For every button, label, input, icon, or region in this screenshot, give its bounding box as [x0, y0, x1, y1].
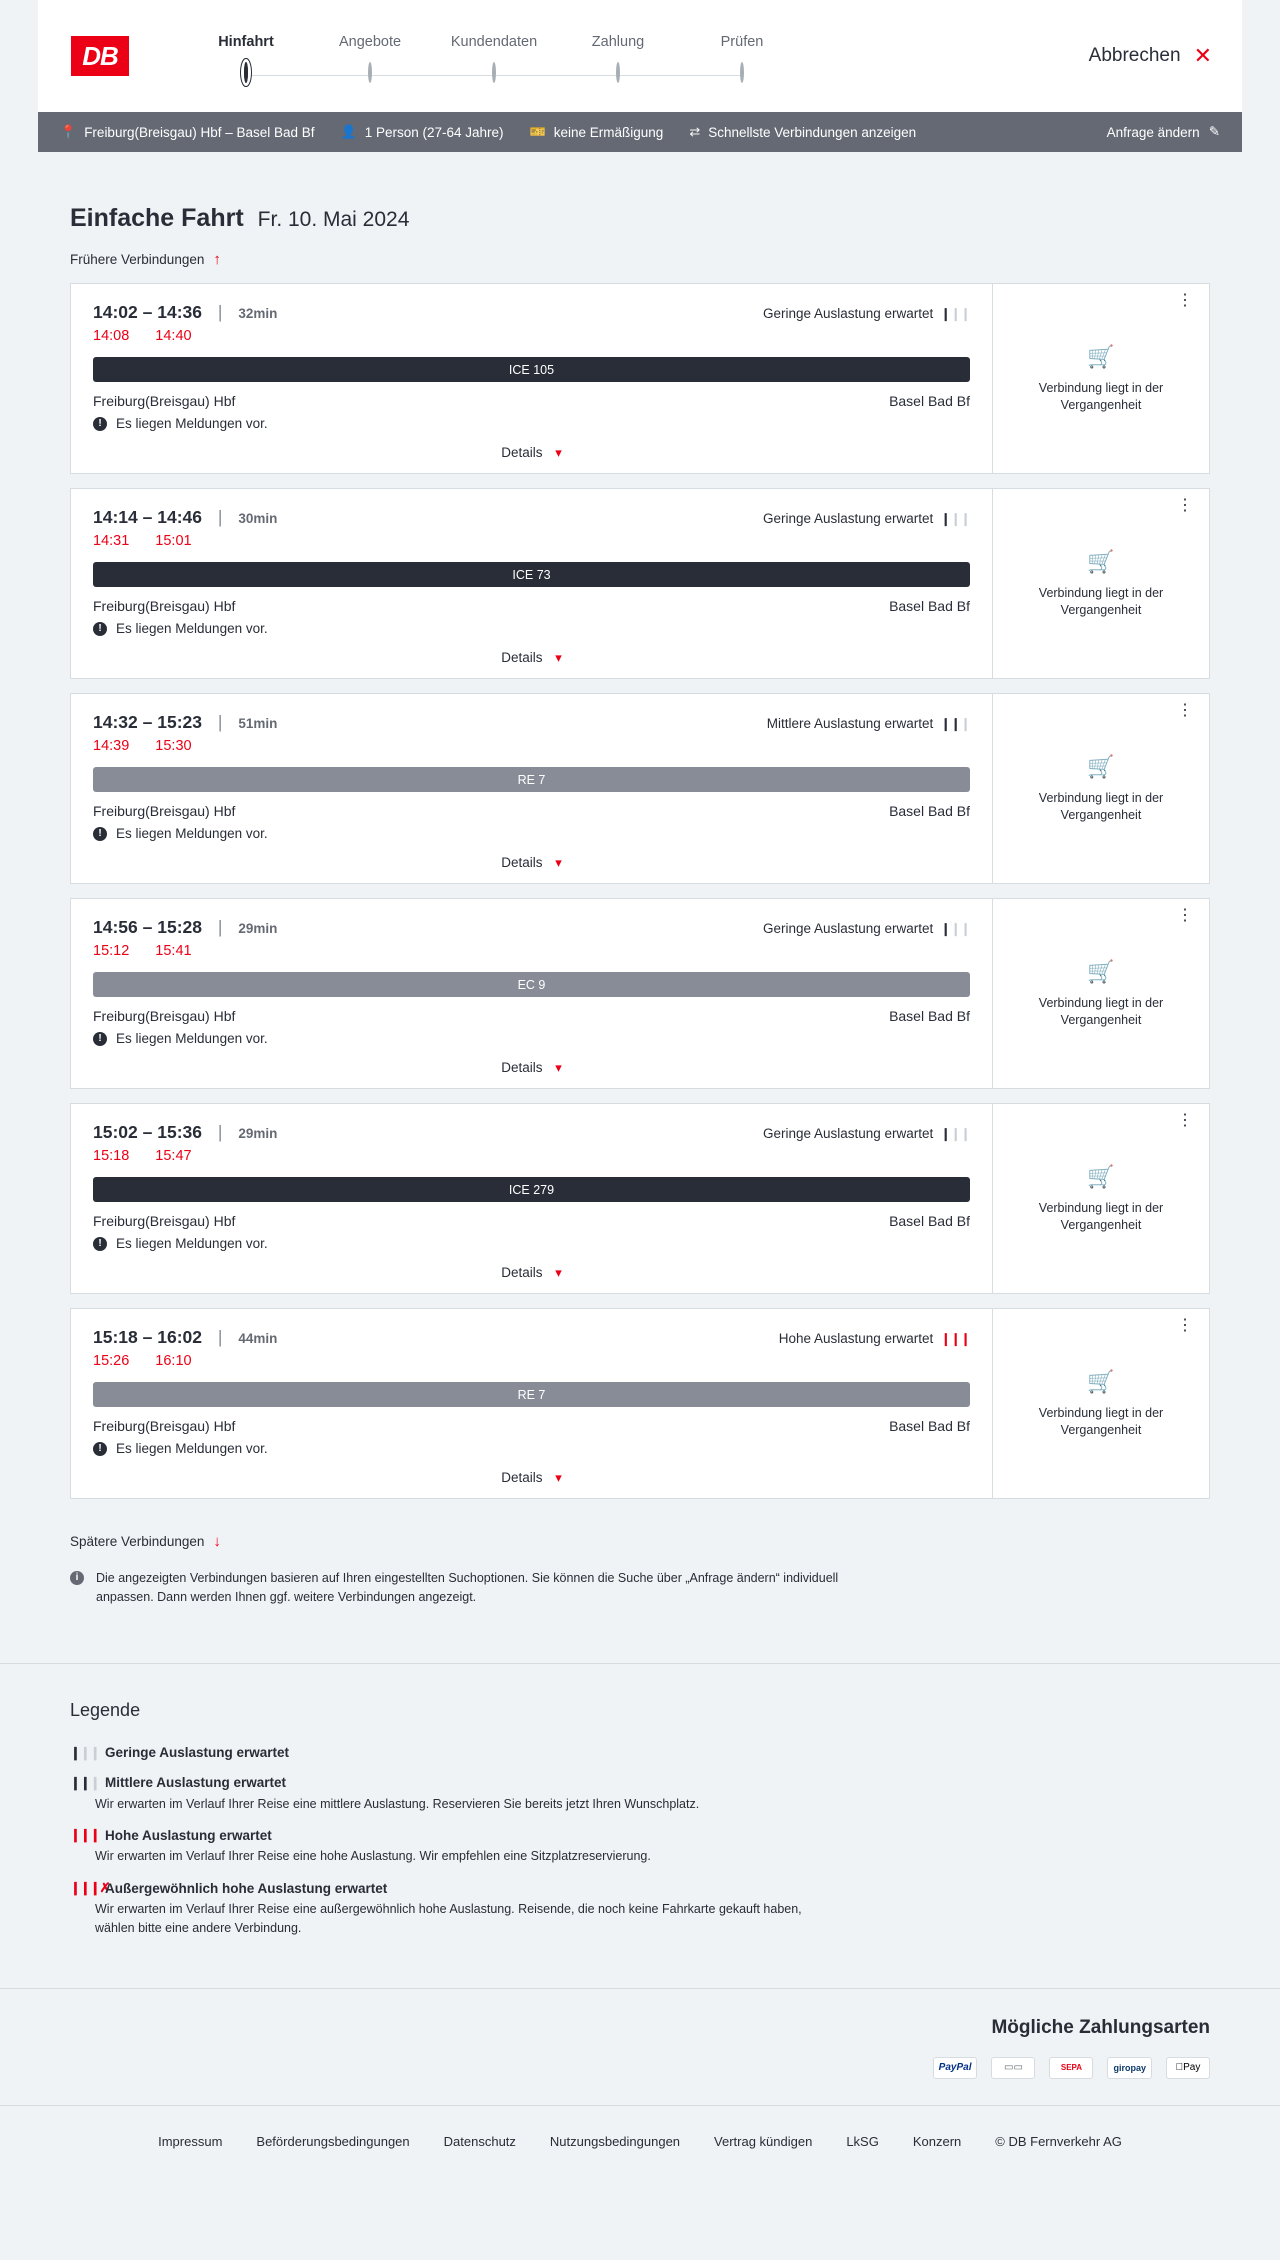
db-logo[interactable]: DB [68, 33, 132, 79]
origin-station: Freiburg(Breisgau) Hbf [93, 393, 236, 409]
time-separator: | [217, 712, 223, 732]
train-badge: RE 7 [93, 767, 970, 792]
destination-station: Basel Bad Bf [889, 393, 970, 409]
details-toggle[interactable] [93, 855, 970, 883]
arrival-time: 15:36 [157, 1122, 203, 1142]
legend-item-label: Hohe Auslastung erwartet [105, 1827, 272, 1843]
connection-time-row [93, 917, 970, 938]
time-dash: – [142, 302, 153, 322]
connection-notice-label: Es liegen Meldungen vor. [116, 1441, 268, 1456]
connection-notice[interactable] [93, 1031, 970, 1046]
connection-notice-label: Es liegen Meldungen vor. [116, 621, 268, 636]
realtime-times [93, 1353, 970, 1369]
chevron-down-icon: ▾ [555, 650, 562, 665]
realtime-arrival: 15:30 [155, 738, 192, 754]
duration: 51min [238, 716, 278, 731]
details-label: Details [501, 855, 543, 870]
search-summary-bar [38, 112, 1242, 152]
creditcard-icon: ▭▭ [991, 2057, 1035, 2079]
cart-crossed-icon: 🛒 [1087, 343, 1115, 369]
alert-icon: ! [93, 1032, 107, 1046]
summary-route-label: Freiburg(Breisgau) Hbf – Basel Bad Bf [84, 124, 315, 140]
connection-card[interactable] [70, 1308, 1210, 1499]
cart-crossed-icon: 🛒 [1087, 1163, 1115, 1189]
step-label: Zahlung [591, 34, 645, 50]
time-separator: | [217, 302, 223, 322]
details-label: Details [501, 650, 543, 665]
connection-side-panel [993, 694, 1209, 883]
duration: 29min [238, 921, 278, 936]
occupancy-label: Mittlere Auslastung erwartet [766, 716, 934, 731]
details-label: Details [501, 1470, 543, 1485]
apple-pay-icon: Pay [1166, 2057, 1210, 2079]
cancel-button[interactable] [1089, 45, 1212, 67]
details-toggle[interactable] [93, 445, 970, 473]
origin-station: Freiburg(Breisgau) Hbf [93, 598, 236, 614]
realtime-departure: 14:08 [93, 328, 130, 344]
page-title-date: Fr. 10. Mai 2024 [257, 208, 410, 231]
duration: 29min [238, 1126, 278, 1141]
later-connections-button[interactable] [70, 1533, 221, 1550]
connection-notice[interactable] [93, 826, 970, 841]
time-separator: | [217, 1327, 223, 1347]
time-dash: – [142, 917, 153, 937]
arrival-time: 14:36 [157, 302, 203, 322]
footer-link[interactable]: Vertrag kündigen [714, 2133, 813, 2149]
connection-notice-label: Es liegen Meldungen vor. [116, 416, 268, 431]
occupancy-indicator: Geringe Auslastung erwartet ❙❙❙ [762, 305, 970, 321]
destination-station: Basel Bad Bf [889, 1008, 970, 1024]
realtime-arrival: 16:10 [155, 1353, 192, 1369]
legend-item-head: ❙❙❙ Hohe Auslastung erwartet [70, 1827, 272, 1843]
details-toggle[interactable] [93, 1470, 970, 1498]
destination-station: Basel Bad Bf [889, 803, 970, 819]
summary-passengers-label: 1 Person (27-64 Jahre) [364, 124, 504, 140]
search-hint-text: Die angezeigten Verbindungen basieren auf Ihren eingestellten Suchoptionen. Sie können die Suche über „Anfrage ändern“ individuell anpassen. Dann werden Ihnen ggf. weitere Verbindungen angezeigt. [96, 1571, 839, 1604]
alert-icon: ! [93, 1442, 107, 1456]
location-pin-icon: 📍 [60, 124, 77, 139]
legend-item [70, 1745, 1210, 1761]
step-dot-icon [616, 62, 620, 83]
payment-methods-title: Mögliche Zahlungsarten [991, 2016, 1210, 2038]
realtime-departure: 15:12 [93, 943, 130, 959]
chevron-down-icon: ▾ [555, 1265, 562, 1280]
step-label: Angebote [338, 34, 402, 50]
connection-notice[interactable] [93, 1236, 970, 1251]
connection-details [71, 489, 993, 678]
change-request-button[interactable] [1107, 124, 1220, 140]
alert-icon: ! [93, 417, 107, 431]
connection-side-panel [993, 284, 1209, 473]
footer-link[interactable]: Konzern [912, 2133, 962, 2149]
connection-time-row [93, 712, 970, 733]
time-dash: – [142, 507, 153, 527]
realtime-arrival: 15:47 [155, 1148, 192, 1164]
legend-items [70, 1745, 1210, 1938]
chevron-down-icon: ▾ [555, 1060, 562, 1075]
step-label: Prüfen [720, 34, 764, 50]
page-title-heading: Einfache Fahrt [70, 204, 244, 232]
earlier-connections-button[interactable] [70, 251, 221, 268]
legend-item-label: Außergewöhnlich hohe Auslastung erwartet [105, 1880, 388, 1896]
giropay-icon: giropay [1107, 2057, 1152, 2079]
legend-item-label: Geringe Auslastung erwartet [105, 1745, 290, 1760]
origin-station: Freiburg(Breisgau) Hbf [93, 803, 236, 819]
arrival-time: 14:46 [157, 507, 203, 527]
connection-details [71, 284, 993, 473]
departure-time: 14:32 [93, 712, 138, 732]
departure-time: 15:18 [93, 1327, 138, 1347]
alert-icon: ! [93, 1237, 107, 1251]
footer-link[interactable]: Nutzungsbedingungen [549, 2133, 681, 2149]
time-dash: – [142, 1122, 153, 1142]
connection-time-row [93, 1327, 970, 1348]
destination-station: Basel Bad Bf [889, 1418, 970, 1434]
alert-icon: ! [93, 622, 107, 636]
destination-station: Basel Bad Bf [889, 1213, 970, 1229]
payment-icons [70, 2057, 1210, 2079]
connection-card[interactable] [70, 1103, 1210, 1294]
details-label: Details [501, 445, 543, 460]
cart-crossed-icon: 🛒 [1087, 958, 1115, 984]
legend-item-head: ❙❙❙✗ Außergewöhnlich hohe Auslastung erwartet [70, 1880, 388, 1896]
step-dot-icon [368, 62, 372, 83]
legend-item-head: ❙❙❙ Mittlere Auslastung erwartet [70, 1774, 287, 1790]
summary-option [689, 124, 916, 140]
occupancy-label: Hohe Auslastung erwartet [778, 1331, 934, 1346]
destination-station: Basel Bad Bf [889, 598, 970, 614]
station-row [93, 393, 970, 409]
train-badge: ICE 73 [93, 562, 970, 587]
legend-item [70, 1827, 1210, 1866]
more-options-icon[interactable]: ⋮ [1177, 1317, 1193, 1334]
station-row [93, 803, 970, 819]
origin-station: Freiburg(Breisgau) Hbf [93, 1213, 236, 1229]
legend-section [0, 1663, 1280, 1988]
realtime-arrival: 15:41 [155, 943, 192, 959]
connection-side-panel [993, 899, 1209, 1088]
connection-details [71, 1309, 993, 1498]
arrival-time: 15:23 [157, 712, 203, 732]
connection-side-panel [993, 1309, 1209, 1498]
connection-details [71, 694, 993, 883]
duration: 44min [238, 1331, 278, 1346]
page-footer [0, 2105, 1280, 2183]
legend-item-description: Wir erwarten im Verlauf Ihrer Reise eine außergewöhnlich hohe Auslastung. Reisende, die noch keine Fahrkarte gekauft haben, wählen bitte eine andere Verbindung. [95, 1902, 802, 1935]
swap-arrows-icon: ⇄ [689, 124, 701, 139]
connection-notice[interactable] [93, 621, 970, 636]
summary-route [60, 124, 315, 140]
realtime-times [93, 1148, 970, 1164]
origin-station: Freiburg(Breisgau) Hbf [93, 1008, 236, 1024]
details-label: Details [501, 1060, 543, 1075]
connection-list [70, 283, 1210, 1499]
time-dash: – [142, 712, 153, 732]
step-hinfahrt[interactable] [184, 30, 308, 82]
connection-times [93, 507, 277, 528]
past-connection-label: Verbindung liegt in der Vergangenheit [1038, 380, 1164, 412]
occupancy-indicator: Mittlere Auslastung erwartet ❙❙❙ [766, 715, 970, 731]
more-options-icon[interactable]: ⋮ [1177, 702, 1193, 719]
connection-card[interactable] [70, 898, 1210, 1089]
connection-times [93, 302, 277, 323]
arrow-up-icon: ↑ [213, 251, 221, 268]
connection-time-row [93, 302, 970, 323]
legend-item-description: Wir erwarten im Verlauf Ihrer Reise eine mittlere Auslastung. Reservieren Sie bereits jetzt Ihren Wunschplatz. [95, 1796, 700, 1811]
duration: 32min [238, 306, 278, 321]
station-row [93, 598, 970, 614]
sepa-icon: SEPA [1049, 2057, 1093, 2079]
duration: 30min [238, 511, 278, 526]
legend-item-description: Wir erwarten im Verlauf Ihrer Reise eine hohe Auslastung. Wir empfehlen eine Sitzplatzreservierung. [95, 1849, 651, 1864]
search-hint [70, 1569, 860, 1663]
step-label: Hinfahrt [218, 34, 274, 50]
occupancy-label: Geringe Auslastung erwartet [762, 306, 934, 321]
alert-icon: ! [93, 827, 107, 841]
cart-crossed-icon: 🛒 [1087, 548, 1115, 574]
footer-link[interactable]: LkSG [846, 2133, 879, 2149]
station-row [93, 1008, 970, 1024]
realtime-times [93, 738, 970, 754]
realtime-times [93, 943, 970, 959]
info-icon: i [70, 1571, 84, 1585]
connection-time-row [93, 1122, 970, 1143]
step-dot-icon [244, 62, 248, 83]
summary-passengers [341, 124, 504, 140]
connection-card[interactable] [70, 488, 1210, 679]
cart-crossed-icon: 🛒 [1087, 1368, 1115, 1394]
occupancy-label: Geringe Auslastung erwartet [762, 921, 934, 936]
past-connection-label: Verbindung liegt in der Vergangenheit [1038, 1200, 1164, 1232]
past-connection-label: Verbindung liegt in der Vergangenheit [1038, 790, 1164, 822]
realtime-times [93, 328, 970, 344]
past-connection-label: Verbindung liegt in der Vergangenheit [1038, 585, 1164, 617]
connection-side-panel [993, 489, 1209, 678]
chevron-down-icon: ▾ [555, 445, 562, 460]
step-connector [618, 75, 742, 76]
occupancy-indicator: Geringe Auslastung erwartet ❙❙❙ [762, 1125, 970, 1141]
train-badge: EC 9 [93, 972, 970, 997]
page-title [70, 204, 1280, 233]
legend-item [70, 1775, 1210, 1814]
station-row [93, 1418, 970, 1434]
connection-notice[interactable] [93, 416, 970, 431]
summary-option-label: Schnellste Verbindungen anzeigen [708, 124, 917, 140]
app-header [38, 0, 1242, 112]
arrival-time: 16:02 [157, 1327, 203, 1347]
summary-discount [530, 124, 664, 140]
connection-details [71, 899, 993, 1088]
realtime-arrival: 14:40 [155, 328, 192, 344]
cancel-label: Abbrechen [1088, 45, 1181, 66]
connection-times [93, 712, 277, 733]
occupancy-indicator: Geringe Auslastung erwartet ❙❙❙ [762, 920, 970, 936]
legend-title: Legende [70, 1699, 141, 1720]
departure-time: 14:56 [93, 917, 138, 937]
realtime-times [93, 533, 970, 549]
paypal-icon: PayPal [933, 2057, 978, 2079]
earlier-connections-label: Frühere Verbindungen [70, 252, 205, 267]
arrow-down-icon: ↓ [213, 1533, 221, 1550]
legend-item-head: ❙❙❙ Geringe Auslastung erwartet [70, 1744, 290, 1760]
footer-link[interactable]: Impressum [158, 2133, 223, 2149]
origin-station: Freiburg(Breisgau) Hbf [93, 1418, 236, 1434]
cart-crossed-icon: 🛒 [1087, 753, 1115, 779]
realtime-departure: 14:39 [93, 738, 130, 754]
step-dot-icon [740, 62, 744, 83]
connection-times [93, 1327, 277, 1348]
connection-details [71, 1104, 993, 1293]
connection-side-panel [993, 1104, 1209, 1293]
pencil-icon[interactable]: ✎ [1208, 124, 1220, 139]
footer-link[interactable]: Datenschutz [443, 2133, 516, 2149]
realtime-departure: 14:31 [93, 533, 130, 549]
connection-times [93, 1122, 277, 1143]
later-connections-label: Spätere Verbindungen [70, 1534, 205, 1549]
legend-item-label: Mittlere Auslastung erwartet [105, 1775, 287, 1790]
occupancy-label: Geringe Auslastung erwartet [762, 1126, 934, 1141]
connection-card[interactable] [70, 283, 1210, 474]
occupancy-indicator: Geringe Auslastung erwartet ❙❙❙ [762, 510, 970, 526]
departure-time: 15:02 [93, 1122, 138, 1142]
time-dash: – [142, 1327, 153, 1347]
more-options-icon[interactable]: ⋮ [1177, 497, 1193, 514]
footer-link[interactable]: Beförderungsbedingungen [256, 2133, 410, 2149]
connection-notice-label: Es liegen Meldungen vor. [116, 1236, 268, 1251]
time-separator: | [217, 1122, 223, 1142]
step-connector [494, 75, 618, 76]
connection-times [93, 917, 277, 938]
step-dot-icon [492, 62, 496, 83]
train-badge: ICE 105 [93, 357, 970, 382]
connection-notice-label: Es liegen Meldungen vor. [116, 826, 268, 841]
more-options-icon[interactable]: ⋮ [1177, 907, 1193, 924]
details-toggle[interactable] [93, 1265, 970, 1293]
connection-notice[interactable] [93, 1441, 970, 1456]
connection-notice-label: Es liegen Meldungen vor. [116, 1031, 268, 1046]
station-row [93, 1213, 970, 1229]
realtime-departure: 15:18 [93, 1148, 130, 1164]
realtime-departure: 15:26 [93, 1353, 130, 1369]
summary-discount-label: keine Ermäßigung [553, 124, 664, 140]
chevron-down-icon: ▾ [555, 1470, 562, 1485]
close-icon[interactable]: ✕ [1193, 43, 1212, 68]
step-connector [370, 75, 494, 76]
chevron-down-icon: ▾ [555, 855, 562, 870]
time-separator: | [217, 507, 223, 527]
more-options-icon[interactable]: ⋮ [1177, 292, 1193, 309]
connection-time-row [93, 507, 970, 528]
time-separator: | [217, 917, 223, 937]
change-request-label: Anfrage ändern [1106, 124, 1200, 140]
departure-time: 14:02 [93, 302, 138, 322]
more-options-icon[interactable]: ⋮ [1177, 1112, 1193, 1129]
train-badge: ICE 279 [93, 1177, 970, 1202]
occupancy-label: Geringe Auslastung erwartet [762, 511, 934, 526]
occupancy-indicator: Hohe Auslastung erwartet ❙❙❙ [778, 1330, 970, 1346]
card-icon: 🎫 [529, 124, 546, 139]
step-connector [246, 75, 370, 76]
departure-time: 14:14 [93, 507, 138, 527]
details-label: Details [501, 1265, 543, 1280]
step-label: Kundendaten [450, 34, 538, 50]
details-toggle[interactable] [93, 1060, 970, 1088]
train-badge: RE 7 [93, 1382, 970, 1407]
connection-card[interactable] [70, 693, 1210, 884]
arrival-time: 15:28 [157, 917, 203, 937]
payment-methods-section [0, 1988, 1280, 2105]
booking-steps [184, 30, 804, 82]
person-icon: 👤 [340, 124, 357, 139]
legend-item [70, 1880, 1210, 1938]
past-connection-label: Verbindung liegt in der Vergangenheit [1038, 995, 1164, 1027]
past-connection-label: Verbindung liegt in der Vergangenheit [1038, 1405, 1164, 1437]
details-toggle[interactable] [93, 650, 970, 678]
realtime-arrival: 15:01 [155, 533, 192, 549]
footer-copyright: © DB Fernverkehr AG [995, 2133, 1122, 2149]
